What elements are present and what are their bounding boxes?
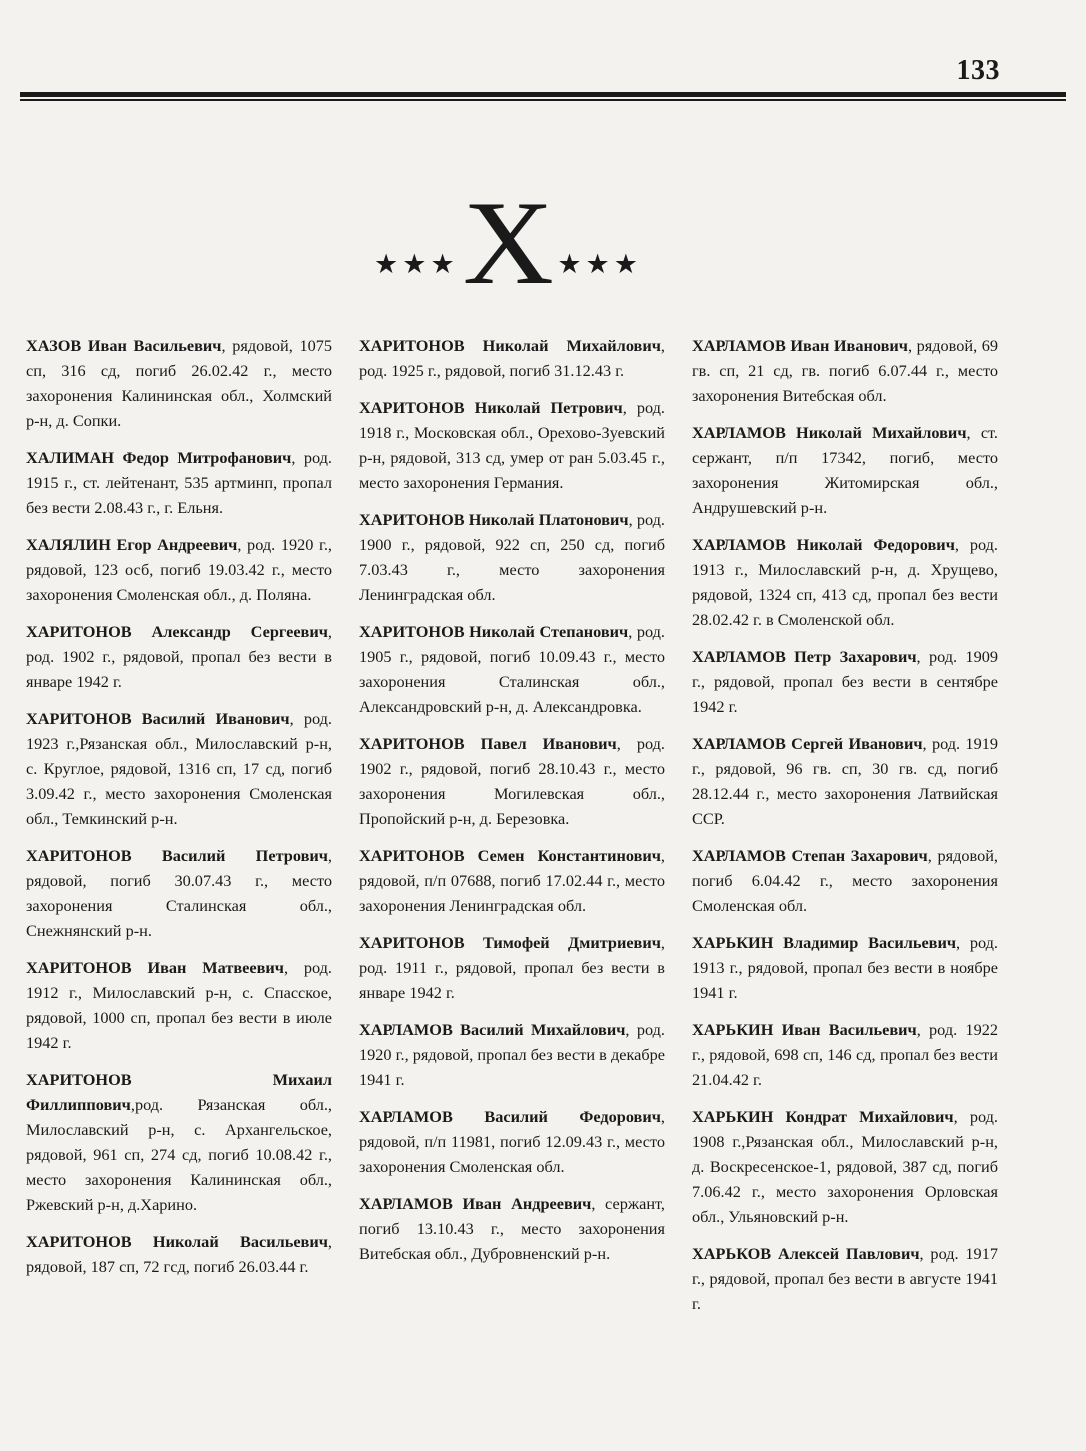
entry-details: , рядовой, п/п 11981, погиб 12.09.43 г., место захоронения Смоленская обл. (359, 1107, 665, 1176)
memorial-entry (359, 1017, 665, 1092)
entry-details: , род. 1912 г., Милославский р-н, с. Спасское, рядовой, 1000 сп, пропал без вести в июле 1942 г. (26, 958, 332, 1052)
memorial-entry (26, 843, 332, 943)
entry-name: ХАРЛАМОВ Иван Андреевич (359, 1194, 592, 1213)
entry-name: ХАРИТОНОВ Василий Петрович (26, 846, 328, 865)
entry-details: , род. 1913 г., Милославский р-н, д. Хрущево, рядовой, 1324 сп, 413 сд, пропал без вести 28.02.42 г. в Смоленской обл. (692, 535, 998, 629)
entry-name: ХАРИТОНОВ Николай Степанович (359, 622, 629, 641)
memorial-entry (692, 420, 998, 520)
entry-name: ХАРЛАМОВ Василий Федорович (359, 1107, 661, 1126)
memorial-entry (26, 333, 332, 433)
memorial-entry (692, 930, 998, 1005)
section-heading (352, 176, 664, 309)
entry-name: ХАРИТОНОВ Николай Михайлович (359, 336, 661, 355)
entry-name: ХАРИТОНОВ Иван Матвеевич (26, 958, 284, 977)
entry-name: ХАРЬКОВ Алексей Павлович (692, 1244, 920, 1263)
entry-name: ХАРЛАМОВ Николай Федорович (692, 535, 955, 554)
entry-details: , сержант, погиб 13.10.43 г., место захоронения Витебская обл., Дубровненский р-н. (359, 1194, 665, 1263)
memorial-entry (26, 1067, 332, 1217)
entry-details: , рядовой, погиб 30.07.43 г., место захоронения Сталинская обл., Снежнянский р-н. (26, 846, 332, 940)
entry-name: ХАРИТОНОВ Николай Петрович (359, 398, 623, 417)
entry-details: , род. 1902 г., рядовой, погиб 28.10.43 г., место захоронения Могилевская обл., Пропойский р-н, д. Березовка. (359, 734, 665, 828)
entry-name: ХАРИТОНОВ Семен Константинович (359, 846, 661, 865)
entry-details: , род. 1923 г.,Рязанская обл., Милославский р-н, с. Круглое, рядовой, 1316 сп, 17 сд, погиб 3.09.42 г., место захоронения Смоленская обл., Темкинский р-н. (26, 709, 332, 828)
entry-name: ХАРИТОНОВ Павел Иванович (359, 734, 617, 753)
stars-right-decoration: ★★★ (557, 249, 642, 279)
entry-name: ХАЛИМАН Федор Митрофанович (26, 448, 292, 467)
entry-details: , род. 1900 г., рядовой, 922 сп, 250 сд, погиб 7.03.43 г., место захоронения Ленинградская обл. (359, 510, 666, 604)
column-1 (26, 333, 332, 1328)
entry-name: ХАРЛАМОВ Петр Захарович (692, 647, 917, 666)
entry-details: , род. 1902 г., рядовой, пропал без вести в январе 1942 г. (26, 622, 332, 691)
entry-details: , род. 1918 г., Московская обл., Орехово-Зуевский р-н, рядовой, 313 сд, умер от ран 5.03.45 г., место захоронения Германия. (359, 398, 665, 492)
entry-name: ХАРЛАМОВ Николай Михайлович (692, 423, 967, 442)
entry-details: ,род. Рязанская обл., Милославский р-н, с. Архангельское, рядовой, 961 сп, 274 сд, погиб 10.08.42 г., место захоронения Калининская обл., Ржевский р-н, д.Харино. (26, 1095, 332, 1214)
memorial-entry (359, 333, 665, 383)
entry-details: , род. 1917 г., рядовой, пропал без вести в августе 1941 г. (692, 1244, 998, 1313)
entry-name: ХАРИТОНОВ Михаил Филлиппович (26, 1070, 332, 1114)
entry-name: ХАРИТОНОВ Тимофей Дмитриевич (359, 933, 661, 952)
memorial-entry (26, 445, 332, 520)
entry-name: ХАРЛАМОВ Сергей Иванович (692, 734, 923, 753)
memorial-entry (359, 930, 665, 1005)
entry-name: ХАРИТОНОВ Николай Платонович (359, 510, 629, 529)
memorial-entry (359, 507, 665, 607)
entry-details: , рядовой, п/п 07688, погиб 17.02.44 г., место захоронения Ленинградская обл. (359, 846, 665, 915)
entry-details: , рядовой, 69 гв. сп, 21 сд, гв. погиб 6.07.44 г., место захоронения Витебская обл. (692, 336, 998, 405)
entry-name: ХАЗОВ Иван Васильевич (26, 336, 222, 355)
entry-details: , род. 1925 г., рядовой, погиб 31.12.43 г. (359, 336, 665, 380)
stars-left-decoration: ★★★ (374, 249, 459, 279)
page-number: 133 (956, 55, 1000, 86)
entry-details: , род. 1920 г., рядовой, пропал без вести в декабре 1941 г. (359, 1020, 665, 1089)
memorial-entry (692, 532, 998, 632)
memorial-entry (26, 706, 332, 831)
entry-details: , рядовой, 187 сп, 72 гсд, погиб 26.03.44 г. (26, 1232, 332, 1276)
entry-details: , род. 1915 г., ст. лейтенант, 535 артминп, пропал без вести 2.08.43 г., г. Ельня. (26, 448, 332, 517)
memorial-entry (359, 1191, 665, 1266)
section-letter: X (462, 176, 554, 309)
memorial-entry (26, 532, 332, 607)
memorial-entry (26, 1229, 332, 1279)
memorial-entry (692, 644, 998, 719)
entry-details: , род. 1922 г., рядовой, 698 сп, 146 сд, пропал без вести 21.04.42 г. (692, 1020, 998, 1089)
entry-name: ХАРЛАМОВ Степан Захарович (692, 846, 928, 865)
entry-name: ХАРИТОНОВ Василий Иванович (26, 709, 290, 728)
column-2 (359, 333, 665, 1328)
entry-name: ХАРИТОНОВ Николай Васильевич (26, 1232, 328, 1251)
memorial-entry (692, 731, 998, 831)
entry-columns (26, 333, 1066, 1328)
memorial-entry (26, 619, 332, 694)
column-3 (692, 333, 998, 1328)
entry-name: ХАРИТОНОВ Александр Сергеевич (26, 622, 328, 641)
entry-details: , род. 1920 г., рядовой, 123 осб, погиб 19.03.42 г., место захоронения Смоленская обл., д. Поляна. (26, 535, 332, 604)
memorial-entry (359, 843, 665, 918)
memorial-entry (692, 1241, 998, 1316)
entry-details: , род. 1911 г., рядовой, пропал без вести в январе 1942 г. (359, 933, 665, 1002)
entry-name: ХАРЛАМОВ Иван Иванович (692, 336, 908, 355)
entry-name: ХАРЛАМОВ Василий Михайлович (359, 1020, 626, 1039)
entry-details: , ст. сержант, п/п 17342, погиб, место захоронения Житомирская обл., Андрушевский р-н. (692, 423, 998, 517)
memorial-entry (359, 1104, 665, 1179)
entry-details: , род. 1905 г., рядовой, погиб 10.09.43 г., место захоронения Сталинская обл., Александровский р-н, д. Александровка. (359, 622, 665, 716)
entry-name: ХАРЬКИН Иван Васильевич (692, 1020, 917, 1039)
memorial-entry (359, 395, 665, 495)
entry-name: ХАРЬКИН Кондрат Михайлович (692, 1107, 954, 1126)
memorial-entry (359, 619, 665, 719)
entry-details: , род. 1909 г., рядовой, пропал без вести в сентябре 1942 г. (692, 647, 998, 716)
memorial-entry (692, 843, 998, 918)
memorial-entry (692, 333, 998, 408)
memorial-entry (692, 1017, 998, 1092)
memorial-entry (26, 955, 332, 1055)
memorial-entry (359, 731, 665, 831)
entry-details: , род. 1919 г., рядовой, 96 гв. сп, 30 гв. сд, погиб 28.12.44 г., место захоронения Латвийская ССР. (692, 734, 998, 828)
memorial-entry (692, 1104, 998, 1229)
entry-details: , рядовой, погиб 6.04.42 г., место захоронения Смоленская обл. (692, 846, 998, 915)
header-rule-thick (20, 92, 1066, 97)
entry-name: ХАРЬКИН Владимир Васильевич (692, 933, 957, 952)
entry-details: , рядовой, 1075 сп, 316 сд, погиб 26.02.42 г., место захоронения Калининская обл., Холмский р-н, д. Сопки. (26, 336, 333, 430)
entry-details: , род. 1913 г., рядовой, пропал без вести в ноябре 1941 г. (692, 933, 998, 1002)
entry-name: ХАЛЯЛИН Егор Андреевич (26, 535, 238, 554)
header-rule-thin (20, 99, 1066, 101)
entry-details: , род. 1908 г.,Рязанская обл., Милославский р-н, д. Воскресенское-1, рядовой, 387 сд, погиб 7.06.42 г., место захоронения Орловская обл., Ульяновский р-н. (692, 1107, 998, 1226)
